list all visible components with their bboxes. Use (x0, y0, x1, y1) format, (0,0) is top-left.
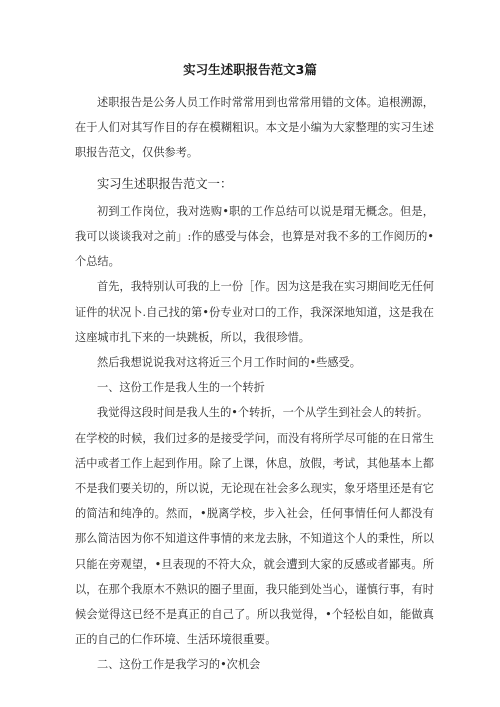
paragraph-2: 首先，我特别认可我的上一份［作。因为这是我在实习期间吃无任何证件的状况卜.自己找的第•份专业对口的工作，我深深地知道，这是我在这座城市扎下来的一块跳板，所以，我很珍惜。 (75, 280, 434, 344)
paragraph-3: 然后我想说说我对这将近三个月工作时间的•些感受。 (97, 356, 361, 370)
document-body (75, 90, 434, 678)
paragraph-4: 我觉得这段时间是我人生的•个转折，一个从学生到社会人的转折。 (97, 406, 429, 420)
intro-paragraph: 述职报告是公务人员工作时常常用到也常常用错的文体。追根溯源，在于人们对其写作目的存在模糊粗识。本文是小编为大家整理的实习生述职报告范文，仅供参考。 (75, 96, 434, 160)
subheading-2: 二、这份工作是我学习的•次机会 (97, 658, 261, 672)
subheading-1: 一、这份工作是我人生的一个转折 (97, 381, 265, 395)
section-heading: 实习生述职报告范文一： (97, 176, 233, 191)
paragraph-1: 初到工作岗位，我对选购•职的工作总结可以说是瑁无概念。但是，我可以谈谈我对之前」:作的感受与体会，也算是对我不多的工作阅历的•个总结。 (75, 204, 434, 269)
document-title: 实习生述职报告范文3篇 (183, 62, 317, 77)
long-paragraph: 在学校的时候，我们过多的是接受学问，而没有将所学尽可能的在日常生活中或者工作上起到作用。除了上课，休息，放假，考试，其他基本上都不是我们要关切的，所以说，无论现在社会多么现实，象牙塔里还是有它的简洁和纯净的。然而，•脱离学校，步入社会，任何事情任何人都没有那么简洁因为你不知道这件事情的来龙去脉，不知道这个人的秉性，所以只能在旁观望，•旦表现的不符大众，就会遭到大家的反感或者鄙夷。所以，在那个我原木不熟识的圈子里面，我只能到处当心，谨慎行事，有时候会觉得这已经不是真正的自己了。所以我觉得，•个轻松自如，能做真正的自己的仁作环境、生活环境很重要。 (75, 431, 434, 647)
